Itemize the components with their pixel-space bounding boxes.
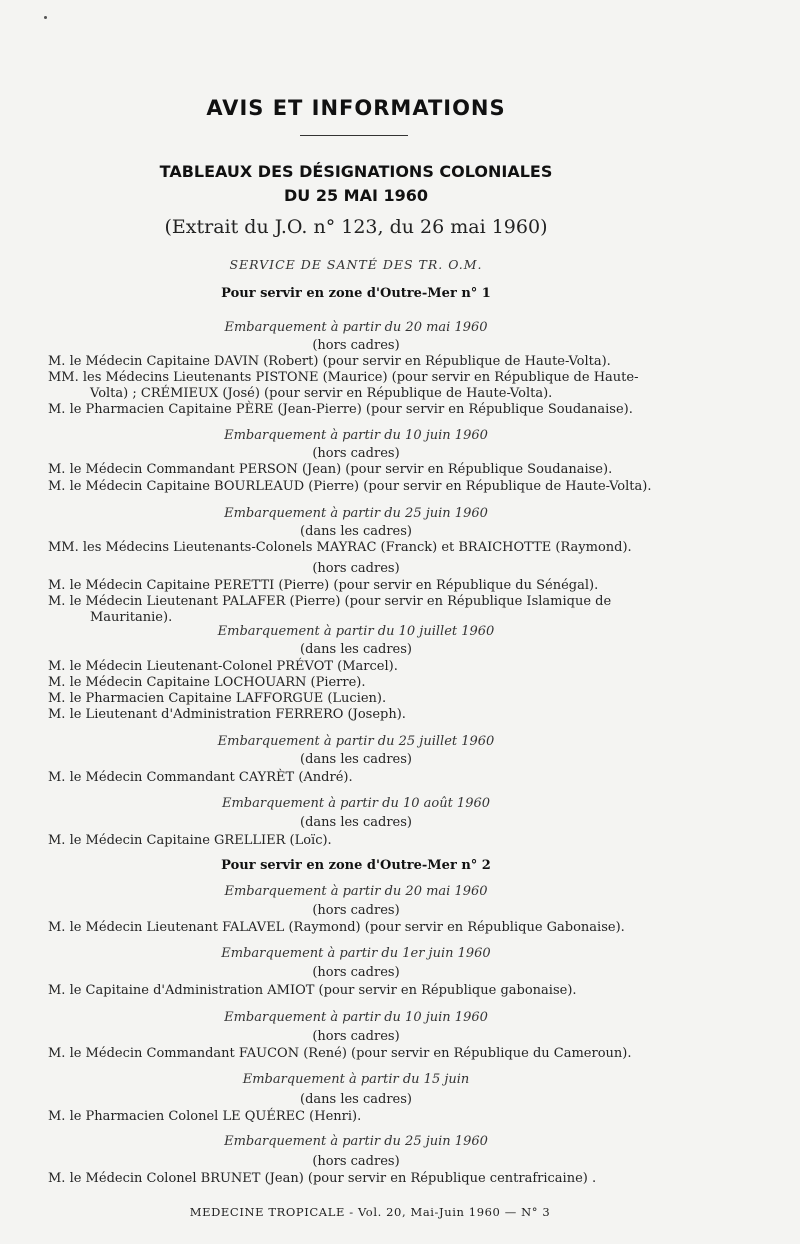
subtitle-line-1: TABLEAUX DES DÉSIGNATIONS COLONIALES <box>159 162 553 181</box>
entry-continuation: Volta) ; CRÉMIEUX (José) (pour servir en République de Haute-Volta). <box>90 386 553 401</box>
title-rule <box>300 135 408 136</box>
designation-entry: M. le Médecin Lieutenant-Colonel PRÉVOT (Marcel). <box>48 659 398 674</box>
designation-entry <box>48 370 674 402</box>
service-heading: SERVICE DE SANTÉ DES TR. O.M. <box>229 257 483 272</box>
designation-entry: M. le Médecin Lieutenant FALAVEL (Raymond) (pour servir en République Gabonaise). <box>48 920 625 935</box>
cadre-status: (hors cadres) <box>312 338 400 353</box>
cadre-status: (hors cadres) <box>312 1029 400 1044</box>
entry-line: M. le Médecin Lieutenant PALAFER (Pierre) (pour servir en République Islamique de <box>48 594 612 609</box>
cadre-status: (hors cadres) <box>312 1154 400 1169</box>
designation-entry: M. le Pharmacien Capitaine LAFFORGUE (Lucien). <box>48 691 387 706</box>
designation-entry: M. le Lieutenant d'Administration FERRERO (Joseph). <box>48 707 406 722</box>
cadre-status: (dans les cadres) <box>300 752 412 767</box>
subtitle-line-2: DU 25 MAI 1960 <box>283 186 429 205</box>
embarkation-heading: Embarquement à partir du 1er juin 1960 <box>221 946 491 961</box>
designation-entry: MM. les Médecins Lieutenants-Colonels MAYRAC (Franck) et BRAICHOTTE (Raymond). <box>48 540 632 555</box>
embarkation-heading: Embarquement à partir du 15 juin <box>242 1072 470 1087</box>
designation-entry: M. le Médecin Capitaine DAVIN (Robert) (pour servir en République de Haute-Volta). <box>48 354 611 369</box>
cadre-status: (dans les cadres) <box>300 1092 412 1107</box>
embarkation-heading: Embarquement à partir du 10 juin 1960 <box>224 1010 488 1025</box>
designation-entry: M. le Médecin Commandant FAUCON (René) (pour servir en République du Cameroun). <box>48 1046 632 1061</box>
designation-entry: M. le Médecin Colonel BRUNET (Jean) (pour servir en République centrafricaine) . <box>48 1171 597 1186</box>
cadre-status: (hors cadres) <box>312 903 400 918</box>
designation-entry: M. le Médecin Commandant PERSON (Jean) (pour servir en République Soudanaise). <box>48 462 613 477</box>
cadre-status: (dans les cadres) <box>300 815 412 830</box>
designation-entry: M. le Médecin Capitaine PERETTI (Pierre) (pour servir en République du Sénégal). <box>48 578 599 593</box>
designation-entry <box>48 594 674 626</box>
embarkation-heading: Embarquement à partir du 25 juin 1960 <box>224 506 488 521</box>
designation-entry: M. le Médecin Capitaine BOURLEAUD (Pierre) (pour servir en République de Haute-Volta). <box>48 479 652 494</box>
embarkation-heading: Embarquement à partir du 20 mai 1960 <box>224 320 488 335</box>
designation-entry: M. le Médecin Capitaine GRELLIER (Loïc). <box>48 833 332 848</box>
page-footer: MEDECINE TROPICALE - Vol. 20, Mai-Juin 1960 — N° 3 <box>189 1205 551 1219</box>
page-title: AVIS ET INFORMATIONS <box>206 96 506 120</box>
embarkation-heading: Embarquement à partir du 10 juin 1960 <box>224 428 488 443</box>
designation-entry: M. le Médecin Commandant CAYRÈT (André). <box>48 770 353 785</box>
zone-2-heading: Pour servir en zone d'Outre-Mer n° 2 <box>221 858 491 873</box>
designation-entry: M. le Pharmacien Colonel LE QUÉREC (Henri). <box>48 1109 362 1124</box>
cadre-status: (hors cadres) <box>312 561 400 576</box>
speck-mark <box>44 16 47 19</box>
extract-note: (Extrait du J.O. n° 123, du 26 mai 1960) <box>164 216 548 238</box>
embarkation-heading: Embarquement à partir du 25 juin 1960 <box>224 1134 488 1149</box>
entry-continuation: Mauritanie). <box>90 610 173 625</box>
embarkation-heading: Embarquement à partir du 20 mai 1960 <box>224 884 488 899</box>
designation-entry: M. le Capitaine d'Administration AMIOT (pour servir en République gabonaise). <box>48 983 577 998</box>
designation-entry: M. le Pharmacien Capitaine PÈRE (Jean-Pierre) (pour servir en République Soudanaise). <box>48 402 633 417</box>
embarkation-heading: Embarquement à partir du 10 août 1960 <box>221 796 491 811</box>
cadre-status: (dans les cadres) <box>300 642 412 657</box>
cadre-status: (hors cadres) <box>312 965 400 980</box>
embarkation-heading: Embarquement à partir du 10 juillet 1960 <box>217 624 495 639</box>
embarkation-heading: Embarquement à partir du 25 juillet 1960 <box>217 734 495 749</box>
zone-1-heading: Pour servir en zone d'Outre-Mer n° 1 <box>221 286 491 301</box>
entry-line: MM. les Médecins Lieutenants PISTONE (Maurice) (pour servir en République de Haute- <box>48 370 639 385</box>
cadre-status: (hors cadres) <box>312 446 400 461</box>
designation-entry: M. le Médecin Capitaine LOCHOUARN (Pierre). <box>48 675 366 690</box>
cadre-status: (dans les cadres) <box>300 524 412 539</box>
